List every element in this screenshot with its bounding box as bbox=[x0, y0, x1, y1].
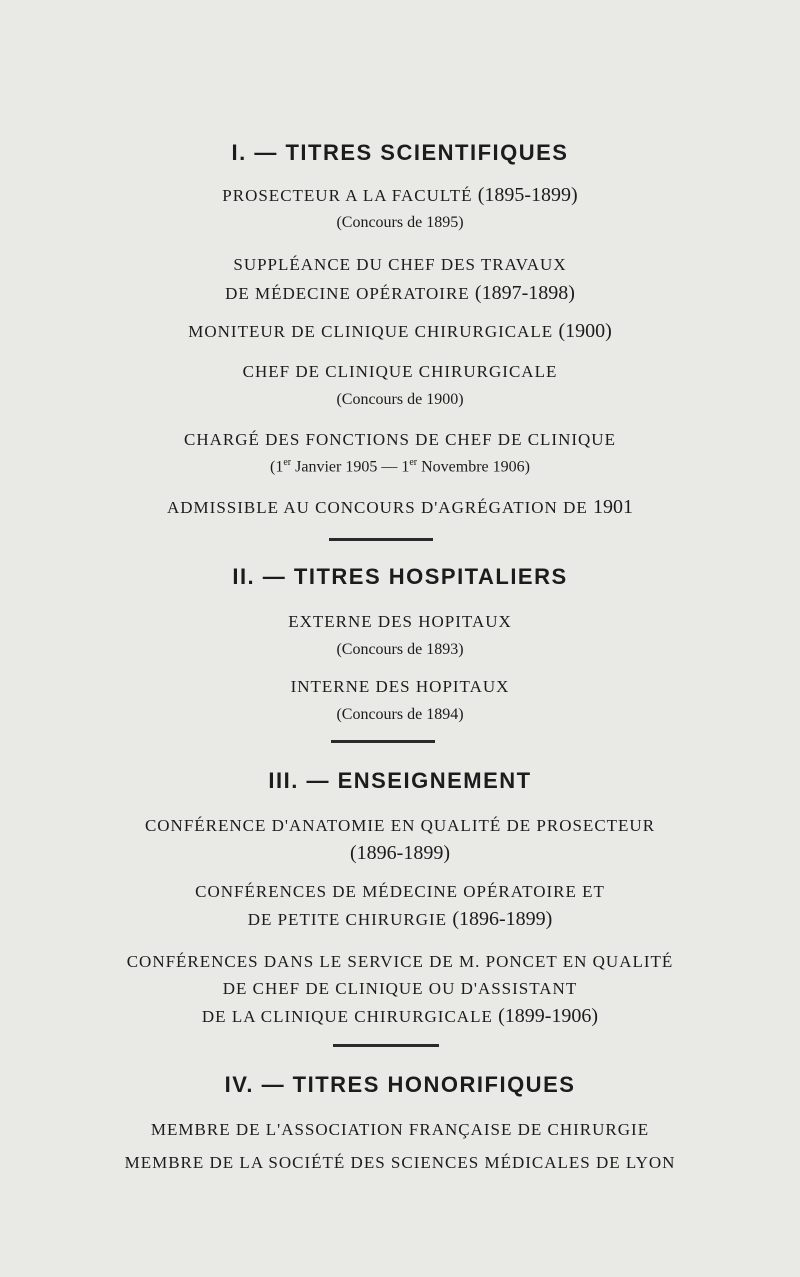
entry-line: MONITEUR DE CLINIQUE CHIRURGICALE (1900) bbox=[188, 320, 612, 342]
entry-line: SUPPLÉANCE DU CHEF DES TRAVAUX bbox=[233, 255, 567, 274]
entry-sub: (Concours de 1900) bbox=[336, 391, 464, 408]
entry-line: CHARGÉ DES FONCTIONS DE CHEF DE CLINIQUE bbox=[184, 430, 616, 449]
section-heading-4: IV. — TITRES HONORIFIQUES bbox=[224, 1072, 576, 1097]
entry-line: CONFÉRENCE D'ANATOMIE EN QUALITÉ DE PROSECTEUR bbox=[144, 816, 656, 835]
entry-line: DE PETITE CHIRURGIE (1896-1899) bbox=[247, 908, 553, 930]
entry-line: CHEF DE CLINIQUE CHIRURGICALE bbox=[242, 362, 558, 381]
entry-line: PROSECTEUR A LA FACULTÉ (1895-1899) bbox=[222, 184, 578, 206]
entry-sub: (1er Janvier 1905 — 1er Novembre 1906) bbox=[270, 457, 530, 476]
entry-sub: (Concours de 1894) bbox=[336, 706, 464, 723]
entry-line: DE MÉDECINE OPÉRATOIRE (1897-1898) bbox=[225, 282, 575, 304]
entry-line: ADMISSIBLE AU CONCOURS D'AGRÉGATION DE 1901 bbox=[167, 496, 633, 518]
entry-line: MEMBRE DE L'ASSOCIATION FRANÇAISE DE CHIRURGIE bbox=[150, 1120, 650, 1139]
entry-sub: (Concours de 1895) bbox=[336, 214, 464, 231]
entry-line: MEMBRE DE LA SOCIÉTÉ DES SCIENCES MÉDICALES DE LYON bbox=[124, 1153, 676, 1172]
entry-line: (1896-1899) bbox=[350, 842, 450, 864]
entry-line: EXTERNE DES HOPITAUX bbox=[288, 612, 512, 631]
section-heading-1: I. — TITRES SCIENTIFIQUES bbox=[231, 140, 569, 165]
section-divider bbox=[333, 1044, 439, 1047]
entry-line: CONFÉRENCES DANS LE SERVICE DE M. PONCET EN QUALITÉ bbox=[126, 952, 674, 971]
entry-line: CONFÉRENCES DE MÉDECINE OPÉRATOIRE ET bbox=[195, 882, 605, 901]
entry-line: INTERNE DES HOPITAUX bbox=[290, 677, 510, 696]
section-divider bbox=[329, 538, 433, 541]
entry-line: DE CHEF DE CLINIQUE OU D'ASSISTANT bbox=[222, 979, 578, 998]
section-divider bbox=[331, 740, 435, 743]
section-heading-2: II. — TITRES HOSPITALIERS bbox=[232, 564, 568, 589]
entry-line: DE LA CLINIQUE CHIRURGICALE (1899-1906) bbox=[201, 1005, 599, 1027]
section-heading-3: III. — ENSEIGNEMENT bbox=[268, 768, 532, 793]
entry-sub: (Concours de 1893) bbox=[336, 641, 464, 658]
